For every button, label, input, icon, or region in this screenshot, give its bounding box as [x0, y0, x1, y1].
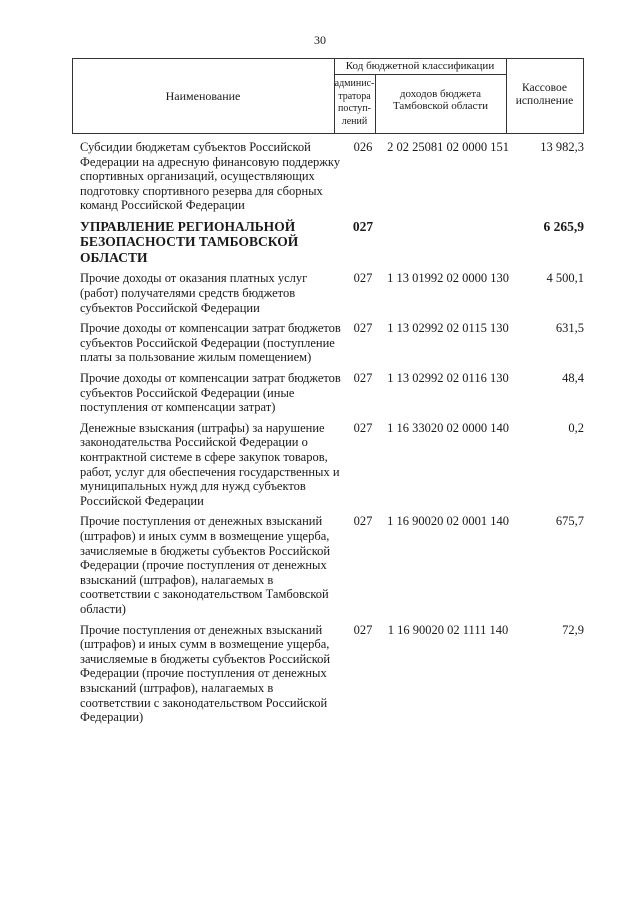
row-admin-code: 026 [353, 140, 373, 154]
row-revenue-code: 1 13 02992 02 0116 130 [387, 371, 509, 386]
row-admin-code: 027 [353, 271, 373, 286]
row-revenue-code [384, 219, 512, 266]
row-name: Прочие поступления от денежных взысканий (штрафов) и иных сумм в возмещение ущерба, зачисляемые в бюджеты субъектов Российской Федерации (прочие поступления от денежных взысканий (штрафов), налагаемых в соответствии с законодательством Тамбовской области) [80, 514, 331, 616]
header-name: Наименование [165, 89, 241, 103]
row-name: УПРАВЛЕНИЕ РЕГИОНАЛЬНОЙ БЕЗОПАСНОСТИ ТАМБОВСКОЙ ОБЛАСТИ [80, 218, 299, 265]
row-amount: 72,9 [562, 622, 584, 637]
row-name: Прочие доходы от компенсации затрат бюджетов субъектов Российской Федерации (поступление платы за пользование жилым помещением) [80, 321, 341, 365]
row-amount: 0,2 [568, 420, 584, 435]
row-name: Прочие поступления от денежных взысканий (штрафов) и иных сумм в возмещение ущерба, зачисляемые в бюджеты субъектов Российской Федерации (прочие поступления от денежных взысканий (штрафов), налагаемых в соответствии с законодательством Российской Федерации) [80, 622, 331, 725]
row-amount: 675,7 [555, 514, 584, 529]
row-amount: 631,5 [555, 321, 584, 336]
row-admin-code: 027 [352, 218, 374, 234]
table-row [80, 140, 584, 213]
row-name: Денежные взыскания (штрафы) за нарушение законодательства Российской Федерации о контрактной системе в сфере закупок товаров, работ, услуг для обеспечения государственных и муниципальных нужд для нужд субъектов Российской Федерации [80, 420, 340, 508]
row-revenue-code: 2 02 25081 02 0000 151 [387, 140, 509, 154]
row-name: Прочие доходы от оказания платных услуг (работ) получателями средств бюджетов субъектов Российской Федерации [80, 271, 308, 315]
row-admin-code: 027 [353, 371, 373, 386]
row-admin-code: 027 [353, 514, 373, 529]
header-budget-code: Код бюджетной классификации [345, 60, 495, 72]
row-name: Прочие доходы от компенсации затрат бюджетов субъектов Российской Федерации (иные поступления от компенсации затрат) [80, 371, 341, 415]
row-revenue-code: 1 13 01992 02 0000 130 [387, 271, 509, 286]
header-revenue: доходов бюджета Тамбовской области [392, 88, 489, 112]
row-revenue-code: 1 16 33020 02 0000 140 [387, 420, 509, 435]
row-amount: 13 982,3 [540, 140, 584, 154]
table-row-section [80, 219, 584, 266]
page-number: 30 [314, 33, 326, 47]
table-row [80, 321, 584, 365]
revenue-table [80, 140, 584, 731]
row-amount: 48,4 [562, 371, 584, 386]
table-row [80, 271, 584, 315]
table-row [80, 514, 584, 616]
row-revenue-code: 1 13 02992 02 0115 130 [387, 321, 509, 336]
table-row [80, 623, 584, 725]
table-row [80, 371, 584, 415]
row-name: Субсидии бюджетам субъектов Российской Федерации на адресную финансовую поддержку спортивных организаций, осуществляющих подготовку спортивного резерва для сборных команд Российской Федерации [80, 140, 341, 213]
header-admin: админис- тратора поступ- лений [334, 78, 375, 127]
table-row [80, 421, 584, 509]
row-admin-code: 027 [353, 622, 373, 637]
table-header [72, 58, 584, 134]
row-admin-code: 027 [353, 420, 373, 435]
row-revenue-code: 1 16 90020 02 0001 140 [387, 514, 509, 529]
row-amount: 6 265,9 [543, 218, 584, 234]
row-revenue-code: 1 16 90020 02 1111 140 [387, 622, 509, 637]
row-amount: 4 500,1 [546, 271, 584, 286]
row-admin-code: 027 [353, 321, 373, 336]
header-execution: Кассовое исполнение [515, 82, 574, 107]
